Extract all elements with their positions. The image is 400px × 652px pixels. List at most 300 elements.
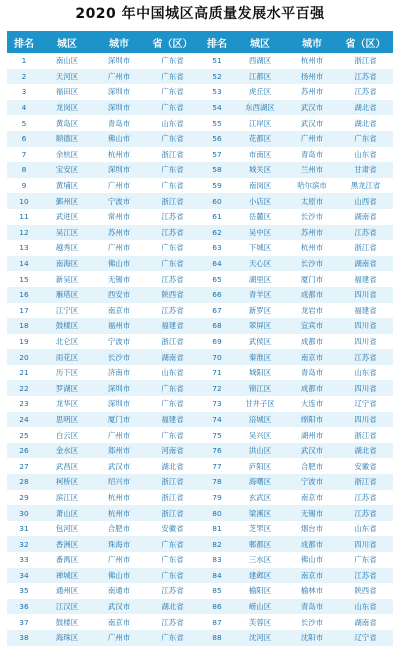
table-row bbox=[200, 380, 393, 396]
city-cell: 长沙市 bbox=[300, 617, 324, 627]
district-cell: 江岸区 bbox=[248, 118, 272, 128]
rank-cell: 88 bbox=[212, 633, 222, 643]
city-cell: 佛山市 bbox=[107, 570, 131, 580]
city-cell: 佛山市 bbox=[300, 555, 324, 565]
table-row bbox=[7, 443, 200, 459]
province-cell: 江苏省 bbox=[161, 227, 184, 237]
city-cell: 南京市 bbox=[300, 570, 324, 580]
province-cell: 河南省 bbox=[161, 446, 184, 456]
table-row bbox=[7, 84, 200, 100]
header-province-right: 省（区） bbox=[345, 38, 386, 50]
city-cell: 杭州市 bbox=[107, 149, 131, 159]
table-row bbox=[7, 287, 200, 303]
rank-cell: 58 bbox=[212, 165, 222, 175]
rank-cell: 15 bbox=[19, 274, 29, 284]
table-row bbox=[7, 458, 200, 474]
district-cell: 西湖区 bbox=[248, 56, 272, 66]
rank-cell: 14 bbox=[19, 259, 29, 269]
table-row bbox=[7, 614, 200, 630]
city-cell: 广州市 bbox=[300, 134, 324, 144]
district-cell: 萧山区 bbox=[55, 508, 79, 518]
rank-cell: 63 bbox=[212, 243, 222, 253]
table-row bbox=[7, 365, 200, 381]
city-cell: 杭州市 bbox=[107, 492, 131, 502]
rank-cell: 75 bbox=[212, 430, 222, 440]
district-cell: 城阳区 bbox=[248, 368, 272, 378]
city-cell: 常州市 bbox=[107, 212, 131, 222]
rank-cell: 66 bbox=[212, 290, 222, 300]
city-cell: 兰州市 bbox=[300, 165, 324, 175]
province-cell: 江苏省 bbox=[161, 617, 184, 627]
province-cell: 江苏省 bbox=[161, 586, 184, 596]
city-cell: 杭州市 bbox=[300, 56, 324, 66]
province-cell: 辽宁省 bbox=[354, 633, 377, 643]
table-row bbox=[7, 303, 200, 319]
table-row bbox=[200, 209, 393, 225]
rank-cell: 52 bbox=[212, 71, 222, 81]
rank-cell: 26 bbox=[19, 446, 29, 456]
rank-cell: 4 bbox=[21, 103, 27, 113]
province-cell: 湖北省 bbox=[354, 118, 377, 128]
header-rank-right: 排名 bbox=[207, 38, 227, 50]
city-cell: 南通市 bbox=[107, 586, 131, 596]
table-row bbox=[7, 396, 200, 412]
table-row bbox=[200, 271, 393, 287]
rank-cell: 31 bbox=[19, 524, 29, 534]
district-cell: 洪山区 bbox=[248, 446, 272, 456]
page-title: 2020 年中国城区高质量发展水平百强 bbox=[75, 6, 325, 22]
district-cell: 禅城区 bbox=[55, 570, 79, 580]
province-cell: 安徽省 bbox=[354, 461, 377, 471]
table-body bbox=[7, 53, 393, 646]
rank-cell: 6 bbox=[21, 134, 27, 144]
rank-cell: 61 bbox=[212, 212, 222, 222]
table-header bbox=[7, 31, 393, 53]
province-cell: 湖南省 bbox=[354, 212, 377, 222]
province-cell: 湖北省 bbox=[161, 602, 184, 612]
table-row bbox=[7, 178, 200, 194]
city-cell: 南京市 bbox=[107, 617, 131, 627]
province-cell: 辽宁省 bbox=[354, 399, 377, 409]
table-row bbox=[200, 53, 393, 69]
city-cell: 青岛市 bbox=[300, 149, 324, 159]
province-cell: 江苏省 bbox=[161, 274, 184, 284]
city-cell: 厦门市 bbox=[300, 274, 324, 284]
district-cell: 三水区 bbox=[248, 555, 272, 565]
city-cell: 杭州市 bbox=[300, 243, 324, 253]
province-cell: 浙江省 bbox=[354, 56, 377, 66]
rank-cell: 37 bbox=[19, 617, 29, 627]
province-cell: 江苏省 bbox=[354, 508, 377, 518]
city-cell: 青岛市 bbox=[107, 118, 131, 128]
table-row bbox=[7, 271, 200, 287]
province-cell: 湖北省 bbox=[354, 103, 377, 113]
table-row bbox=[7, 193, 200, 209]
city-cell: 珠海市 bbox=[107, 539, 131, 549]
rank-cell: 17 bbox=[19, 305, 29, 315]
province-cell: 山东省 bbox=[161, 118, 184, 128]
district-cell: 雨花区 bbox=[55, 352, 79, 362]
district-cell: 龙岗区 bbox=[55, 103, 79, 113]
table-row bbox=[7, 100, 200, 116]
rank-cell: 62 bbox=[212, 227, 222, 237]
district-cell: 滨江区 bbox=[55, 492, 79, 502]
district-cell: 下城区 bbox=[248, 243, 272, 253]
province-cell: 江苏省 bbox=[161, 212, 184, 222]
city-cell: 合肥市 bbox=[300, 461, 324, 471]
city-cell: 苏州市 bbox=[300, 227, 324, 237]
table-row bbox=[7, 521, 200, 537]
district-cell: 吴江区 bbox=[55, 227, 79, 237]
city-cell: 成都市 bbox=[300, 290, 324, 300]
city-cell: 合肥市 bbox=[107, 524, 131, 534]
city-cell: 宁波市 bbox=[300, 477, 324, 487]
city-cell: 深圳市 bbox=[107, 399, 131, 409]
rank-cell: 60 bbox=[212, 196, 222, 206]
district-cell: 金水区 bbox=[55, 446, 79, 456]
table-right-column bbox=[200, 53, 393, 646]
province-cell: 福建省 bbox=[161, 414, 184, 424]
rank-cell: 12 bbox=[19, 227, 29, 237]
table-row bbox=[7, 318, 200, 334]
rank-cell: 24 bbox=[19, 414, 29, 424]
table-row bbox=[200, 349, 393, 365]
province-cell: 江苏省 bbox=[354, 352, 377, 362]
district-cell: 越秀区 bbox=[55, 243, 79, 253]
table-row bbox=[200, 287, 393, 303]
rank-cell: 22 bbox=[19, 383, 29, 393]
province-cell: 江苏省 bbox=[354, 570, 377, 580]
table-row bbox=[200, 521, 393, 537]
city-cell: 广州市 bbox=[107, 633, 131, 643]
city-cell: 龙岩市 bbox=[300, 305, 324, 315]
province-cell: 浙江省 bbox=[161, 477, 184, 487]
table-row bbox=[200, 443, 393, 459]
rank-cell: 35 bbox=[19, 586, 29, 596]
province-cell: 福建省 bbox=[354, 274, 377, 284]
rank-cell: 2 bbox=[21, 71, 27, 81]
city-cell: 深圳市 bbox=[107, 56, 131, 66]
district-cell: 鼓楼区 bbox=[55, 617, 79, 627]
district-cell: 罗湖区 bbox=[55, 383, 79, 393]
table-row bbox=[200, 193, 393, 209]
table-row bbox=[200, 505, 393, 521]
table-row bbox=[200, 552, 393, 568]
province-cell: 广东省 bbox=[161, 570, 184, 580]
province-cell: 浙江省 bbox=[354, 430, 377, 440]
city-cell: 绍兴市 bbox=[107, 477, 131, 487]
table-row bbox=[200, 162, 393, 178]
rank-cell: 29 bbox=[19, 492, 29, 502]
city-cell: 成都市 bbox=[300, 539, 324, 549]
table-row bbox=[7, 427, 200, 443]
district-cell: 甘井子区 bbox=[245, 399, 275, 409]
city-cell: 宜宾市 bbox=[300, 321, 324, 331]
province-cell: 广东省 bbox=[161, 87, 184, 97]
province-cell: 山东省 bbox=[354, 524, 377, 534]
city-cell: 扬州市 bbox=[300, 71, 324, 81]
rank-cell: 65 bbox=[212, 274, 222, 284]
province-cell: 四川省 bbox=[354, 539, 377, 549]
province-cell: 福建省 bbox=[354, 305, 377, 315]
district-cell: 郫都区 bbox=[248, 539, 272, 549]
rank-cell: 56 bbox=[212, 134, 222, 144]
district-cell: 岳麓区 bbox=[248, 212, 272, 222]
city-cell: 烟台市 bbox=[300, 524, 324, 534]
table-row bbox=[200, 536, 393, 552]
rank-cell: 38 bbox=[19, 633, 29, 643]
table-row bbox=[7, 225, 200, 241]
table-row bbox=[200, 412, 393, 428]
district-cell: 翠屏区 bbox=[248, 321, 272, 331]
province-cell: 广东省 bbox=[161, 243, 184, 253]
rank-cell: 69 bbox=[212, 336, 222, 346]
province-cell: 四川省 bbox=[354, 414, 377, 424]
province-cell: 湖北省 bbox=[161, 461, 184, 471]
city-cell: 沈阳市 bbox=[300, 633, 324, 643]
district-cell: 虎丘区 bbox=[248, 87, 272, 97]
city-cell: 苏州市 bbox=[300, 87, 324, 97]
district-cell: 北仑区 bbox=[55, 336, 79, 346]
district-cell: 玄武区 bbox=[248, 492, 272, 502]
province-cell: 浙江省 bbox=[161, 336, 184, 346]
district-cell: 海曙区 bbox=[248, 477, 272, 487]
district-cell: 历下区 bbox=[55, 368, 79, 378]
city-cell: 郑州市 bbox=[107, 446, 131, 456]
city-cell: 佛山市 bbox=[107, 134, 131, 144]
header-district-right: 城区 bbox=[250, 38, 270, 50]
rank-cell: 25 bbox=[19, 430, 29, 440]
table-row bbox=[200, 131, 393, 147]
province-cell: 广东省 bbox=[161, 555, 184, 565]
city-cell: 成都市 bbox=[300, 383, 324, 393]
rank-cell: 86 bbox=[212, 602, 222, 612]
district-cell: 湖里区 bbox=[248, 274, 272, 284]
city-cell: 武汉市 bbox=[300, 118, 324, 128]
rank-cell: 57 bbox=[212, 149, 222, 159]
table-row bbox=[7, 53, 200, 69]
district-cell: 吴中区 bbox=[248, 227, 272, 237]
city-cell: 南京市 bbox=[107, 305, 131, 315]
district-cell: 江都区 bbox=[248, 71, 272, 81]
district-cell: 庐阳区 bbox=[248, 461, 272, 471]
province-cell: 广东省 bbox=[161, 134, 184, 144]
district-cell: 鄞州区 bbox=[55, 196, 79, 206]
table-row bbox=[7, 131, 200, 147]
table-row bbox=[200, 115, 393, 131]
rank-cell: 77 bbox=[212, 461, 222, 471]
district-cell: 香洲区 bbox=[55, 539, 79, 549]
province-cell: 江苏省 bbox=[161, 305, 184, 315]
rank-cell: 70 bbox=[212, 352, 222, 362]
rank-cell: 13 bbox=[19, 243, 29, 253]
city-cell: 深圳市 bbox=[107, 165, 131, 175]
rank-cell: 53 bbox=[212, 87, 222, 97]
rank-cell: 87 bbox=[212, 617, 222, 627]
province-cell: 广东省 bbox=[161, 103, 184, 113]
table-row bbox=[7, 490, 200, 506]
province-cell: 福建省 bbox=[161, 321, 184, 331]
district-cell: 南岗区 bbox=[248, 181, 272, 191]
district-cell: 市南区 bbox=[248, 149, 272, 159]
table-row bbox=[7, 115, 200, 131]
rank-cell: 3 bbox=[21, 87, 27, 97]
table-row bbox=[7, 162, 200, 178]
table-row bbox=[7, 209, 200, 225]
district-cell: 武昌区 bbox=[55, 461, 79, 471]
district-cell: 榆阳区 bbox=[248, 586, 272, 596]
district-cell: 新吴区 bbox=[55, 274, 79, 284]
province-cell: 安徽省 bbox=[161, 524, 184, 534]
rank-cell: 21 bbox=[19, 368, 29, 378]
rank-cell: 32 bbox=[19, 539, 29, 549]
rank-cell: 33 bbox=[19, 555, 29, 565]
city-cell: 长沙市 bbox=[107, 352, 131, 362]
rank-cell: 16 bbox=[19, 290, 29, 300]
district-cell: 花都区 bbox=[248, 134, 272, 144]
table-row bbox=[200, 147, 393, 163]
city-cell: 湖州市 bbox=[300, 430, 324, 440]
district-cell: 番禺区 bbox=[55, 555, 79, 565]
city-cell: 长沙市 bbox=[300, 212, 324, 222]
province-cell: 江苏省 bbox=[354, 492, 377, 502]
table-row bbox=[200, 69, 393, 85]
table-row bbox=[7, 583, 200, 599]
table-row bbox=[7, 334, 200, 350]
city-cell: 西安市 bbox=[107, 290, 131, 300]
city-cell: 深圳市 bbox=[107, 383, 131, 393]
city-cell: 广州市 bbox=[107, 243, 131, 253]
table-row bbox=[7, 599, 200, 615]
rank-cell: 74 bbox=[212, 414, 222, 424]
city-cell: 宁波市 bbox=[107, 336, 131, 346]
rank-cell: 7 bbox=[21, 149, 27, 159]
table-row bbox=[7, 147, 200, 163]
table-row bbox=[7, 474, 200, 490]
district-cell: 顺德区 bbox=[55, 134, 79, 144]
district-cell: 武侯区 bbox=[248, 336, 272, 346]
city-cell: 佛山市 bbox=[107, 259, 131, 269]
district-cell: 思明区 bbox=[55, 414, 79, 424]
table-row bbox=[200, 568, 393, 584]
city-cell: 广州市 bbox=[107, 555, 131, 565]
district-cell: 小店区 bbox=[248, 196, 272, 206]
rank-cell: 20 bbox=[19, 352, 29, 362]
city-cell: 长沙市 bbox=[300, 259, 324, 269]
rank-cell: 79 bbox=[212, 492, 222, 502]
province-cell: 江苏省 bbox=[354, 87, 377, 97]
rank-cell: 72 bbox=[212, 383, 222, 393]
table-row bbox=[200, 458, 393, 474]
province-cell: 山东省 bbox=[354, 368, 377, 378]
province-cell: 山西省 bbox=[354, 196, 377, 206]
province-cell: 四川省 bbox=[354, 290, 377, 300]
table-row bbox=[200, 178, 393, 194]
province-cell: 广东省 bbox=[161, 165, 184, 175]
table-row bbox=[200, 599, 393, 615]
district-cell: 吴兴区 bbox=[248, 430, 272, 440]
city-cell: 杭州市 bbox=[107, 508, 131, 518]
table-row bbox=[200, 318, 393, 334]
province-cell: 浙江省 bbox=[354, 243, 377, 253]
table-row bbox=[200, 100, 393, 116]
district-cell: 涪城区 bbox=[248, 414, 272, 424]
district-cell: 海珠区 bbox=[55, 633, 79, 643]
rank-cell: 34 bbox=[19, 570, 29, 580]
province-cell: 广东省 bbox=[161, 181, 184, 191]
district-cell: 宝安区 bbox=[55, 165, 79, 175]
district-cell: 雁塔区 bbox=[55, 290, 79, 300]
table-row bbox=[7, 380, 200, 396]
district-cell: 秦淮区 bbox=[248, 352, 272, 362]
province-cell: 四川省 bbox=[354, 336, 377, 346]
province-cell: 江苏省 bbox=[354, 227, 377, 237]
table-row bbox=[7, 552, 200, 568]
city-cell: 青岛市 bbox=[300, 602, 324, 612]
city-cell: 宁波市 bbox=[107, 196, 131, 206]
province-cell: 广东省 bbox=[161, 430, 184, 440]
city-cell: 深圳市 bbox=[107, 87, 131, 97]
city-cell: 南京市 bbox=[300, 492, 324, 502]
district-cell: 余杭区 bbox=[55, 149, 79, 159]
rank-cell: 64 bbox=[212, 259, 222, 269]
table-row bbox=[7, 349, 200, 365]
province-cell: 山东省 bbox=[354, 602, 377, 612]
city-cell: 武汉市 bbox=[300, 446, 324, 456]
province-cell: 广东省 bbox=[161, 383, 184, 393]
rank-cell: 67 bbox=[212, 305, 222, 315]
city-cell: 绵阳市 bbox=[300, 414, 324, 424]
table-row bbox=[200, 630, 393, 646]
city-cell: 武汉市 bbox=[300, 103, 324, 113]
header-rank-left: 排名 bbox=[14, 38, 34, 50]
district-cell: 武进区 bbox=[55, 212, 79, 222]
province-cell: 浙江省 bbox=[161, 196, 184, 206]
province-cell: 江苏省 bbox=[354, 71, 377, 81]
province-cell: 广东省 bbox=[161, 539, 184, 549]
district-cell: 沈河区 bbox=[248, 633, 272, 643]
province-cell: 广东省 bbox=[354, 555, 377, 565]
table-row bbox=[7, 630, 200, 646]
province-cell: 广东省 bbox=[161, 399, 184, 409]
table-row bbox=[7, 412, 200, 428]
table-row bbox=[7, 240, 200, 256]
province-cell: 陕西省 bbox=[161, 290, 184, 300]
rank-cell: 68 bbox=[212, 321, 222, 331]
province-cell: 广东省 bbox=[161, 71, 184, 81]
table-row bbox=[200, 225, 393, 241]
province-cell: 广东省 bbox=[161, 56, 184, 66]
district-cell: 芝罘区 bbox=[248, 524, 272, 534]
table-row bbox=[200, 490, 393, 506]
rank-cell: 30 bbox=[19, 508, 29, 518]
province-cell: 湖南省 bbox=[354, 617, 377, 627]
rank-cell: 51 bbox=[212, 56, 222, 66]
district-cell: 通州区 bbox=[55, 586, 79, 596]
city-cell: 无锡市 bbox=[107, 274, 131, 284]
rank-cell: 28 bbox=[19, 477, 29, 487]
district-cell: 包河区 bbox=[55, 524, 79, 534]
header-city-left: 城市 bbox=[109, 38, 129, 50]
city-cell: 武汉市 bbox=[107, 461, 131, 471]
table-row bbox=[200, 427, 393, 443]
rank-cell: 9 bbox=[21, 181, 27, 191]
table-row bbox=[7, 536, 200, 552]
city-cell: 无锡市 bbox=[300, 508, 324, 518]
district-cell: 天河区 bbox=[55, 71, 79, 81]
rank-cell: 80 bbox=[212, 508, 222, 518]
province-cell: 广东省 bbox=[354, 134, 377, 144]
